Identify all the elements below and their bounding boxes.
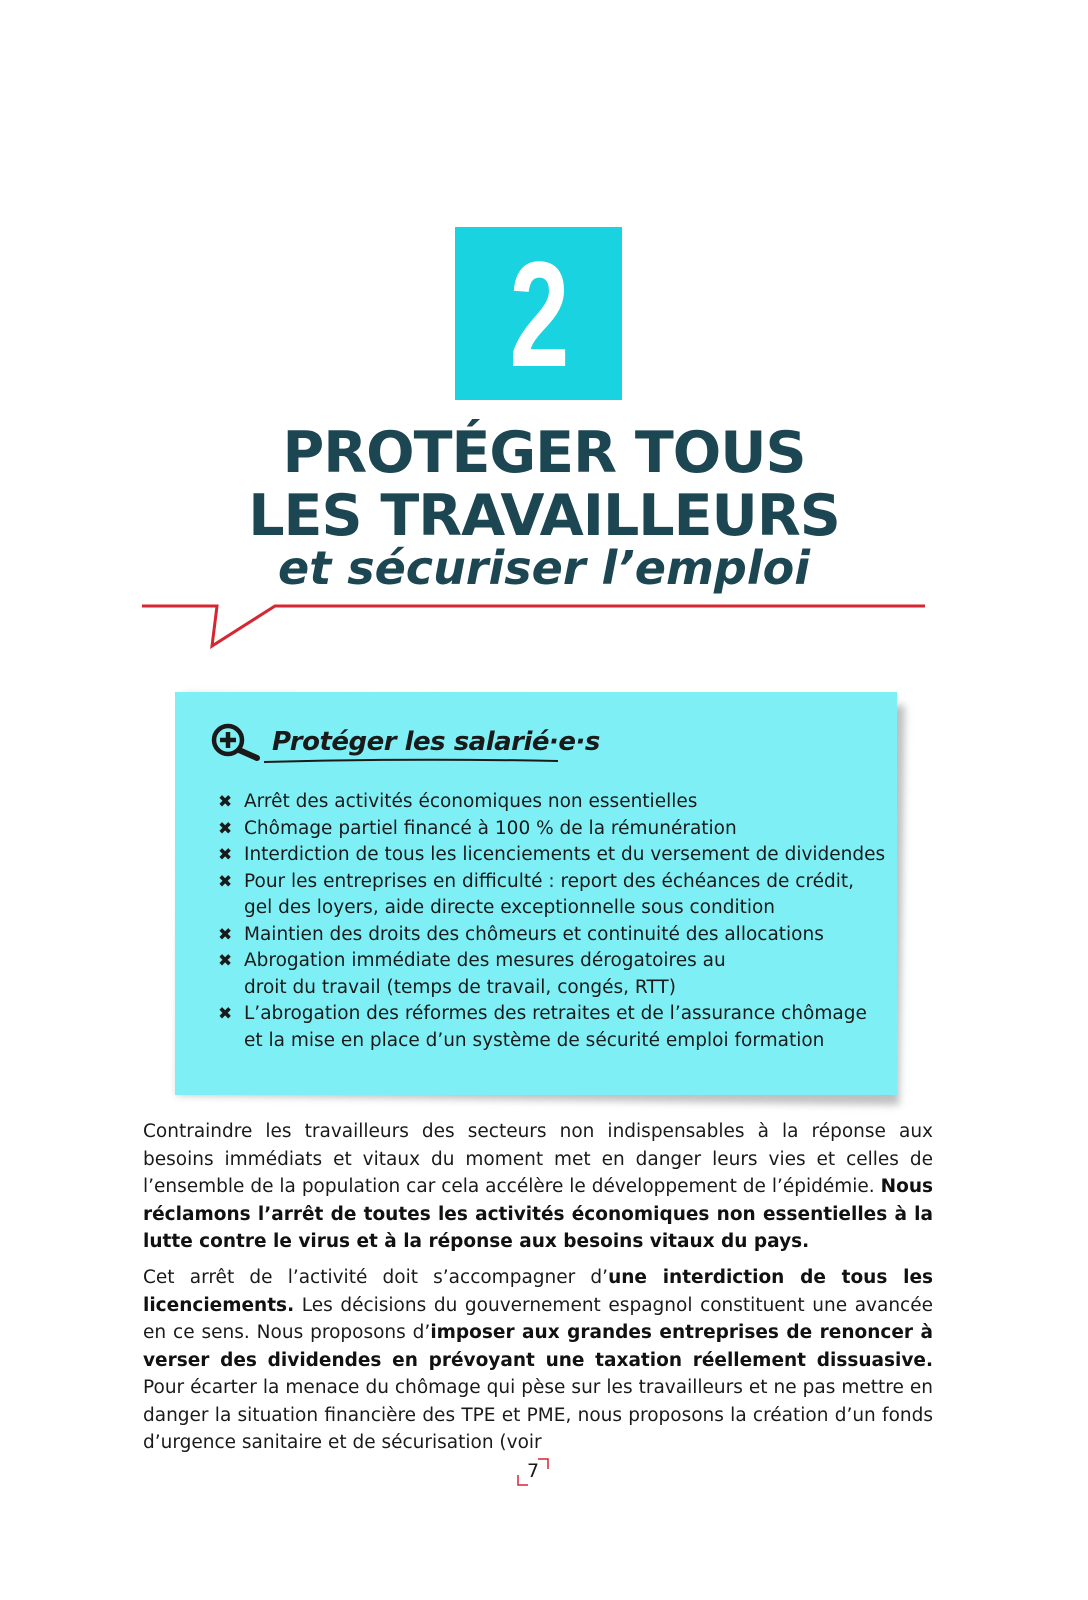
chapter-number-box (455, 227, 622, 400)
cross-bullet-icon: ✖ (218, 924, 233, 945)
cross-bullet-icon: ✖ (218, 1004, 233, 1024)
list-item: ✖ Interdiction de tous les licenciements et du versement de dividendes (218, 842, 888, 869)
chapter-title-line1: PROTÉGER TOUS (282, 420, 806, 486)
speech-bubble-divider (0, 600, 1088, 660)
cross-bullet-icon: ✖ (218, 845, 233, 865)
body-paragraph-2: Cet arrêt de l’activité doit s’accompagner d’une interdiction de tous les licenciements. Les décisions du gouvernement espagnol constituent une avancée en ce sens. Nous proposons d’imposer aux grandes entreprises de renoncer à verser des dividendes en prévoyant une taxation réellement dissuasive. Pour écarter la menace du chômage qui pèse sur les travailleurs et ne pas mettre en danger la situation financière des TPE et PME, nous proposons la création d’un fonds d’urgence sanitaire et de sécurisation (voir (143, 1267, 934, 1453)
info-box-heading (210, 722, 600, 762)
list-item: ✖ Pour les entreprises en difficulté : report des échéances de crédit, gel des loyers, aide directe exceptionnelle sous condition (218, 870, 855, 918)
list-item: ✖ Arrêt des activités économiques non essentielles (218, 789, 888, 816)
page-number: 7 (527, 1460, 540, 1482)
cross-bullet-icon: ✖ (218, 818, 233, 839)
heading-underline (262, 757, 562, 765)
magnifier-plus-icon (210, 722, 262, 762)
info-box-title: Protéger les salarié·e·s (272, 727, 600, 757)
cross-bullet-icon: ✖ (218, 871, 233, 892)
cross-bullet-icon: ✖ (218, 792, 233, 812)
chapter-number: 2 (509, 229, 568, 398)
body-paragraph-1: Contraindre les travailleurs des secteurs non indispensables à la réponse aux besoins immédiats et vitaux du moment met en danger leurs vies et celles de l’ensemble de la population car cela accélère le développement de l’épidémie. Nous réclamons l’arrêt de toutes les activités économiques non essentielles à la lutte contre le virus et à la réponse aux besoins vitaux du pays. (143, 1121, 933, 1252)
cross-bullet-icon: ✖ (218, 951, 233, 971)
list-item: ✖ L’abrogation des réformes des retraites et de l’assurance chômage et la mise en place d’un système de sécurité emploi formation (218, 1003, 867, 1051)
chapter-subtitle: et sécuriser l’emploi (278, 541, 810, 595)
list-item: ✖ Abrogation immédiate des mesures dérogatoires au droit du travail (temps de travail, congés, RTT) (218, 950, 726, 998)
list-item: ✖ Maintien des droits des chômeurs et continuité des allocations (218, 922, 888, 949)
chapter-title-line2: LES TRAVAILLEURS (248, 483, 840, 549)
list-item: ✖ Chômage partiel financé à 100 % de la rémunération (218, 816, 888, 843)
measures-list (218, 789, 888, 1054)
